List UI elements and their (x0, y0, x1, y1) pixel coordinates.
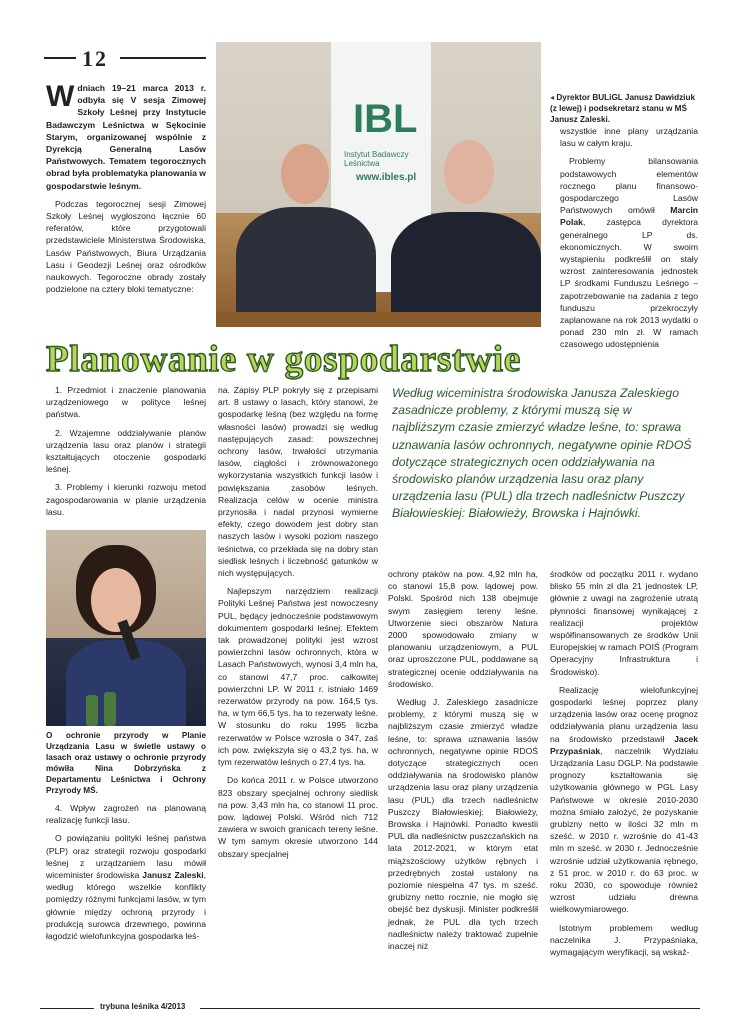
column-4-paragraph-1: środków od początku 2011 r. wydano blisko 55 mln zł dla 21 jednostek LP, głównie z uwagi na zagrożenie utratą płynności finansowej wynikającej z realizacji projektów współfinansowanych ze środków Unii Europejskiej w ramach POIŚ (Program Operacyjny Infrastruktura i Środowisko). (550, 569, 698, 677)
topic-block-4: 4. Wpływ zagrożeń na planowaną realizację funkcji lasu. (46, 803, 206, 826)
intro-column (46, 82, 206, 301)
top-right-column (560, 125, 698, 357)
footer-rule-left (40, 1008, 94, 1009)
column-1-top (46, 384, 206, 524)
person-right (391, 212, 541, 327)
photo-officials-caption-text: Dyrektor BULiGL Janusz Dawidziuk (z lewej) i podsekretarz stanu w MŚ Janusz Zaleski. (550, 93, 696, 124)
caption-arrow-left-icon: ◂ (550, 93, 557, 102)
column-2-paragraph-2: Najlepszym narzędziem realizacji Polityki Leśnej Państwa jest nowoczesny PUL, będący jednocześnie podstawowym dokumentem gospodarki leśnej. Efektem tak prowadzonej polityki jest wzrost powierzchni lasów ochronnych, która w Lasach Państwowych, wynosi 3,4 mln ha, co stanowi 47,7 proc. całkowitej powierzchni LP. W 2011 r. istniało 1469 rezerwatów przyrody na pow. 164,5 tys. ha, w tym 66,5 tys. ha to rezerwaty leśne. W stosunku do roku 1995 liczba rezerwatów w Polsce wzrosła o 347, zaś ich pow. zwiększyła się o 43,2 tys. ha, w tym rezerwatów leśnych o 27,4 tys. ha. (218, 586, 378, 768)
col4-p2-post: , naczelnik Wydziału Urządzania Lasu DGLP. Na podstawie prognozy kształtowania się użytkowania głównego w PGL Lasy Państwowe w okresie 2010-2030 można śmiało założyć, że pozyskanie grubizny netto w ilości 32 mln m sześć. w 2010 r. wzrośnie do 41-43 mln m sześć. w 2030 r. Jednocześnie wzrośnie udział użytkowania rębnego, z 51 proc. w 2010 r. do 63 proc. w roku 2030, co spowoduje również wzrost udziału drewna wielkowymiarowego. (550, 745, 698, 915)
topic-block-1: 1. Przedmiot i znaczenie planowania urządzeniowego w polityce leśnej państwa. (46, 385, 206, 420)
column-3-paragraph-1: ochrony ptaków na pow. 4,92 mln ha, co stanowi 15,8 pow. lądowej pow. Polski. Spośród nich 138 obejmuje swym zasięgiem tereny leśne. Utworzenie sieci obszarów Natura 2000 spowodowało zmiany w planowaniu urządzeniowym, a PUL oraz uproszczone PUL, poddawane są strategicznej ocenie oddziaływania na środowisko. (388, 569, 538, 689)
pull-quote: Według wiceministra środowiska Janusza Zaleskiego zasadnicze problemy, z którymi muszą się w najbliższym czasie zmierzyć władze leśne, to: sprawa uznawania lasów ochronnych, negatywne opinie RDOŚ dotyczące strategicznych ocen oddziaływania na środowisko planów urządzenia lasu oraz plany urządzenia lasu (PUL) dla trzech nadleśnictw Puszczy Białowieskiej: Białowieży, Browska i Hajnówki. (392, 386, 692, 521)
footer-publication: trybuna leśnika 4/2013 (100, 1002, 186, 1011)
top-right-paragraph-1 (560, 155, 698, 350)
footer-rule-right (200, 1008, 700, 1009)
name-janusz-zaleski: Janusz Zaleski (142, 870, 204, 881)
top-right-paragraph-0: wszystkie inne plany urządzania lasu w całym kraju. (560, 126, 698, 149)
person-left-head (281, 144, 329, 204)
col1-p5-post: , według którego wszelkie konflikty pomiędzy różnymi funkcjami lasów, w tym głównie między ochroną przyrody i produkcją surowca drzewnego, powinna łagodzić wielofunkcyjna gospodarka leś- (46, 870, 206, 942)
col1-p5-pre: O powiązaniu polityki leśnej państwa (PLP) oraz strategii rozwoju gospodarki leśnej z urządzaniem lasu mówił wiceminister środowiska (46, 833, 206, 881)
page-number-rule-right (120, 57, 206, 59)
column-2 (218, 384, 378, 866)
name-jacek-przypasniak: Jacek Przypaśniak (550, 733, 698, 756)
page-number: 12 (82, 46, 108, 71)
ibl-banner-url: www.ibles.pl (356, 172, 417, 183)
page-footer (40, 1002, 700, 1016)
column-1-paragraph (46, 832, 206, 942)
drop-cap: W (46, 80, 75, 113)
top-right-p1-pre: Problemy bilansowania podstawowych elementów rocznego planu finansowo-gospodarczego Lasów Państwowych omówił (560, 156, 698, 216)
photo-speaker (46, 530, 206, 726)
intro-paragraph: Podczas tegorocznej sesji Zimowej Szkoły Leśnej wygłoszono łącznie 60 referatów, które przygotowali przedstawiciele Ministerstwa Środowiska, Lasów Państwowych, Biura Urządzania Lasu i Geodezji Leśnej oraz ośrodków naukowych. Tegoroczne obrady zostały podzielone na cztery bloki tematyczne: (46, 198, 206, 295)
person-right-head (444, 140, 494, 204)
photo-speaker-caption: O ochronie przyrody w Planie Urządzania Lasu w świetle ustawy o lasach oraz ustawy o ochronie przyrody mówiła Nina Dobrzyńska z Departamentu Leśnictwa i Ochrony Przyrody MŚ. (46, 731, 206, 795)
topic-block-3: 3. Problemy i kierunki rozwoju metod zagospodarowania w planie urządzenia lasu. (46, 482, 206, 517)
col4-p2-pre: Realizację wielofunkcyjnej gospodarki leśnej poprzez plany urządzenia lasów oraz ocenę prognoz oddziaływania planu urządzenia lasu na środowisko przedstawił (550, 684, 698, 744)
name-marcin-polak: Marcin Polak (560, 205, 698, 228)
top-right-p1-post: , zastępca dyrektora generalnego LP ds. ekonomicznych. W swoim wystąpieniu podkreślił on stały wzrost zainteresowania jednostek LP środkami Funduszu Leśnego – zapotrzebowanie na zadania z tego funduszu przekroczyły zaplanowane na rok 2013 wydatki o ponad 230 mln zł. W ramach czasowego udostępnienia (560, 217, 698, 350)
column-4-paragraph-3: Istotnym problemem według naczelnika J. Przypaśniaka, wymagającym weryfikacji, są wskaź- (550, 922, 698, 958)
column-3 (388, 568, 538, 958)
bottle-icon (104, 692, 116, 726)
speaker-body (66, 640, 186, 726)
column-1-bottom (46, 802, 206, 948)
column-3-paragraph-2: Według J. Zaleskiego zasadnicze problemy, z którymi muszą się w najbliższym czasie zmierzyć władze leśne, to: sprawa uznawania lasów ochronnych, negatywne opinie RDOŚ dotyczące strategicznych ocen oddziaływania na środowisko planów urządzenia lasu oraz plany urządzenia lasu (PUL) dla trzech nadleśnictw Puszczy Białowieskiej: Białowieży, Browska i Hajnówki. Ponadto kwestii PUL dla nadleśnictw puszczańskich na lata 2012-2021, w którym etat miąższościowy użytków rębnych i przedrębnych został ustalony na poziomie niespełna 47 tys. m sześć. grubizny netto rocznie, nie mogło się obejść bez dyskusji. Minister podkreślił jednak, że PUL dla tych trzech nadleśnictw należy traktować zupełnie inaczej niż (388, 697, 538, 952)
intro-lead-text: dniach 19–21 marca 2013 r. odbyła się V sesja Zimowej Szkoły Leśnej przy Instytucie Badawczym Leśnictwa w Sękocinie Starym, organizowanej wspólnie z Dyrekcją Generalną Lasów Państwowych. Tematem tegorocznych obrad była problematyka planowania w gospodarstwie leśnym. (46, 83, 206, 191)
column-4-paragraph-2 (550, 684, 698, 916)
ibl-logo: IBL (353, 97, 418, 141)
speaker-face (91, 568, 141, 632)
column-2-paragraph-3: Do końca 2011 r. w Polsce utworzono 823 obszary specjalnej ochrony siedlisk na pow. 3,43 mln ha, co stanowi 11 proc. pow. lądowej Polski. Wśród nich 712 zawiera w swoich granicach tereny leśne. W tym samym okresie utworzono 144 obszary specjalnej (218, 775, 378, 859)
ibl-banner-name: Instytut Badawczy Leśnictwa (344, 150, 409, 168)
column-4 (550, 568, 698, 964)
photo-officials (216, 42, 541, 327)
topic-block-2: 2. Wzajemne oddziaływanie planów urządzenia lasu oraz planów i strategii kształtujących otoczenie gospodarki leśnej. (46, 427, 206, 475)
conference-table (216, 312, 541, 327)
intro-lead-paragraph (46, 82, 206, 192)
column-2-paragraph-1: na. Zapisy PLP pokryły się z przepisami art. 8 ustawy o lasach, który stanowi, że gospodarkę leśną (bez względu na formę własności lasów) prowadzi się według następujących zasad: powszechnej ochrony lasów, trwałości utrzymania lasów, ciągłości i zrównoważonego wykorzystania wszystkich funkcji lasów i powiększania zasobów leśnych. Realizacja celów w ocenie ministra przynosiła i nadal przynosi wymierne efekty, czego dowodem jest dobry stan naszych lasów i wysoki poziom naszego leśnictwa, co przekłada się na dobry stan siedlisk leśnych i liczebność gatunków w nich występujących. (218, 385, 378, 579)
article-title: Planowanie w gospodarstwie (46, 339, 522, 380)
bottle-icon (86, 695, 98, 726)
page-number-rule-left (44, 57, 76, 59)
page-number-block (44, 46, 206, 71)
photo-officials-caption-block (550, 92, 698, 125)
photo-officials-caption (550, 92, 698, 125)
person-left (236, 207, 376, 327)
